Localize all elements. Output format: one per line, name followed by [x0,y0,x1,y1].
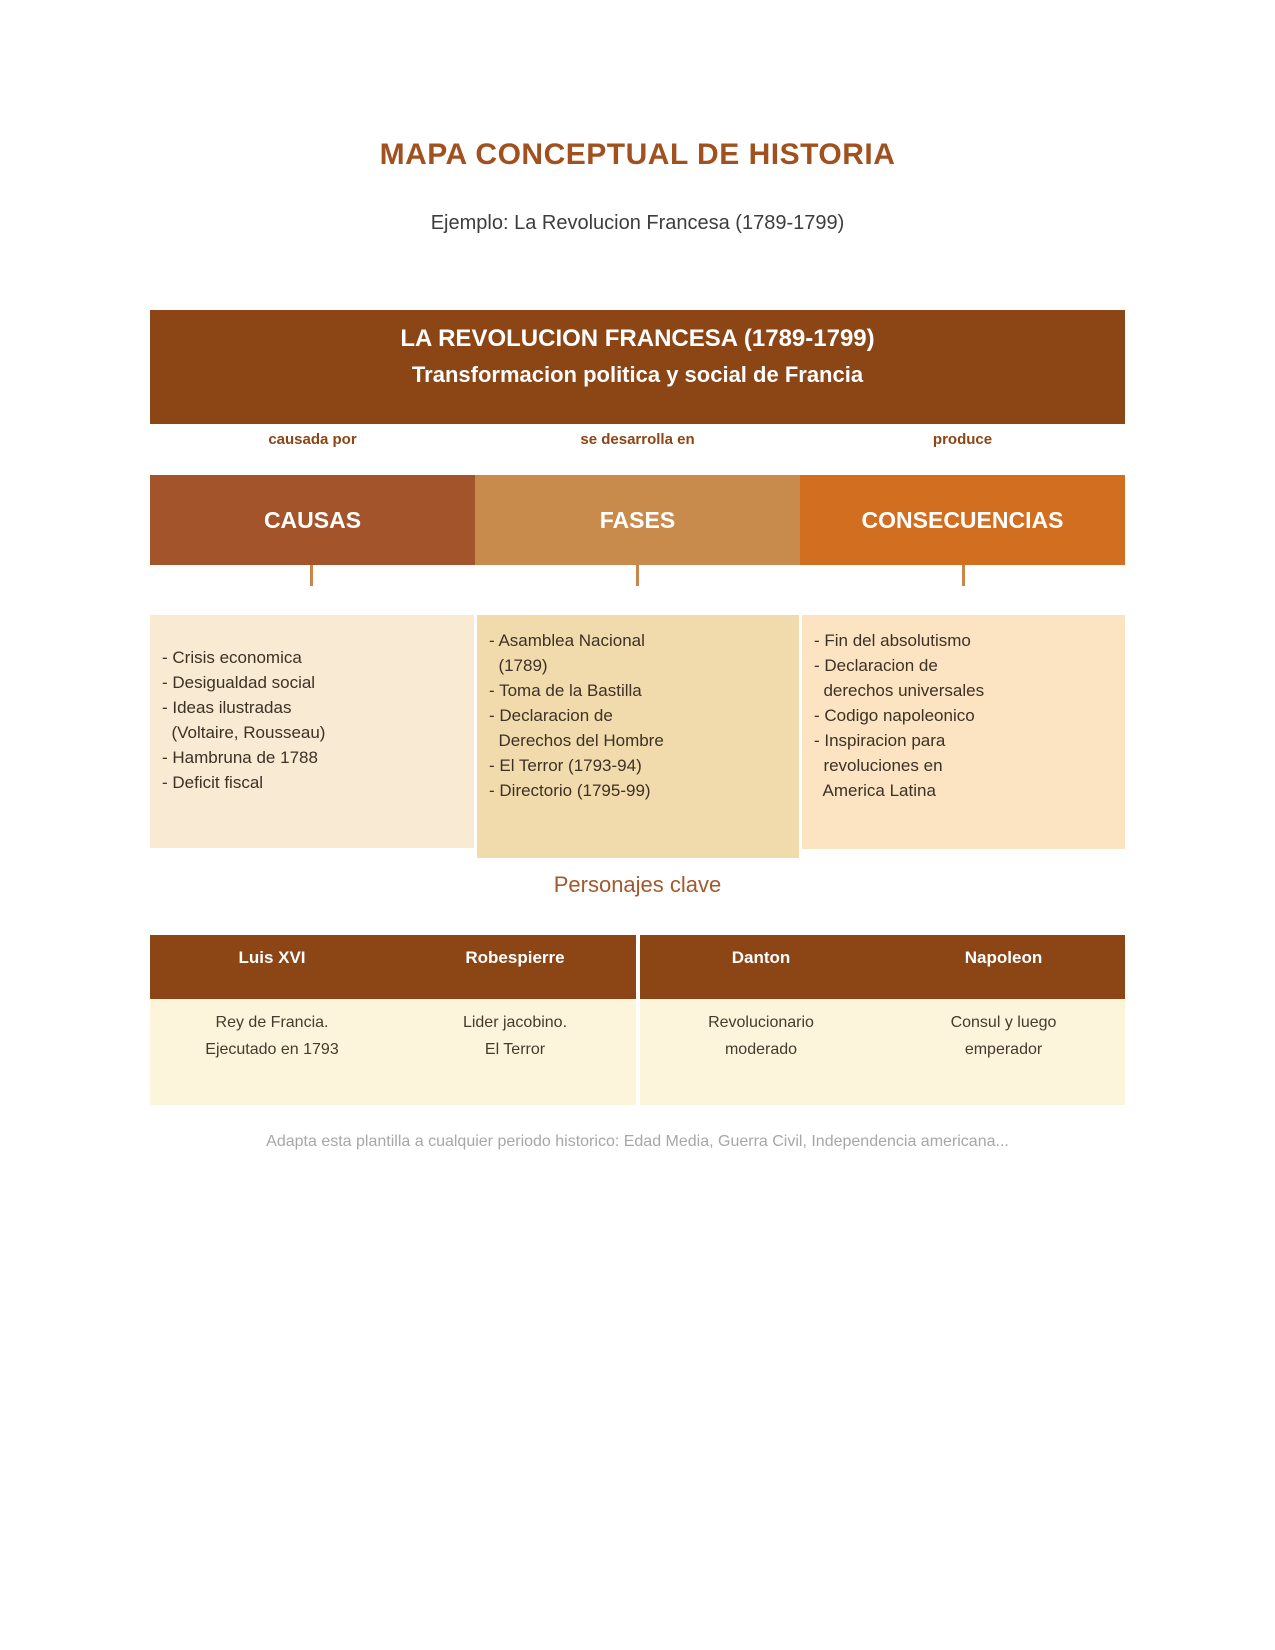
page-title: MAPA CONCEPTUAL DE HISTORIA [379,138,896,171]
panel-line: revoluciones en [814,756,943,775]
connector-label-produce: produce [932,431,993,448]
footer-note: Adapta esta plantilla a cualquier periodo historico: Edad Media, Guerra Civil, Independencia americana... [266,1133,1009,1150]
panel-line: - Crisis economica [162,648,302,667]
connector-line-fases [636,565,639,586]
panel-line: (1789) [489,656,548,675]
table-header-danton: Danton [640,935,882,999]
table-cell-line: Ejecutado en 1793 [205,1041,339,1058]
panel-line: - Codigo napoleonico [814,706,975,725]
branch-header-causas: CAUSAS [150,475,475,565]
root-concept-box [150,310,1125,424]
panel-line: America Latina [814,781,936,800]
table-cell-line: moderado [724,1041,798,1058]
table-cell-line: Revolucionario [708,1014,814,1031]
branch-panel-consecuencias [802,615,1125,849]
panel-line: derechos universales [814,681,985,700]
table-cell-line: Consul y luego [950,1014,1057,1031]
connector-line-causas [310,565,313,586]
table-cell-luis-xvi [150,999,394,1105]
table-cell-danton [640,999,882,1105]
table-header-robespierre: Robespierre [394,935,636,999]
panel-line: (Voltaire, Rousseau) [162,723,326,742]
table-cell-line: Lider jacobino. [462,1014,568,1031]
branch-panel-fases [477,615,799,858]
panel-line: - Ideas ilustradas [162,698,292,717]
root-concept-title: LA REVOLUCION FRANCESA (1789-1799) [400,325,875,352]
panel-line: - Fin del absolutismo [814,631,971,650]
panel-line: - Asamblea Nacional [489,631,645,650]
panel-line: - Desigualdad social [162,673,316,692]
panel-line: - El Terror (1793-94) [489,756,642,775]
panel-line: - Deficit fiscal [162,773,264,792]
panel-line: - Declaracion de [814,656,938,675]
table-header-napoleon: Napoleon [882,935,1125,999]
table-cell-napoleon [882,999,1125,1105]
connector-line-consecuencias [962,565,965,586]
table-cell-line: emperador [964,1041,1043,1058]
connector-label-causada-por: causada por [268,431,357,448]
branch-header-fases: FASES [475,475,800,565]
panel-line: - Inspiracion para [814,731,946,750]
personajes-heading: Personajes clave [553,872,722,897]
table-cell-robespierre [394,999,636,1105]
panel-line: - Hambruna de 1788 [162,748,318,767]
panel-line: - Directorio (1795-99) [489,781,651,800]
panel-line: - Toma de la Bastilla [489,681,642,700]
table-header-luis-xvi: Luis XVI [150,935,394,999]
page-subtitle: Ejemplo: La Revolucion Francesa (1789-1799) [430,212,845,234]
panel-line: Derechos del Hombre [489,731,664,750]
branch-panel-causas [150,615,474,848]
table-cell-line: Rey de Francia. [215,1014,329,1031]
branch-header-consecuencias: CONSECUENCIAS [800,475,1125,565]
connector-label-se-desarrolla-en: se desarrolla en [580,431,695,448]
table-cell-line: El Terror [484,1041,546,1058]
root-concept-subtitle: Transformacion politica y social de Francia [411,362,864,387]
panel-line: - Declaracion de [489,706,613,725]
